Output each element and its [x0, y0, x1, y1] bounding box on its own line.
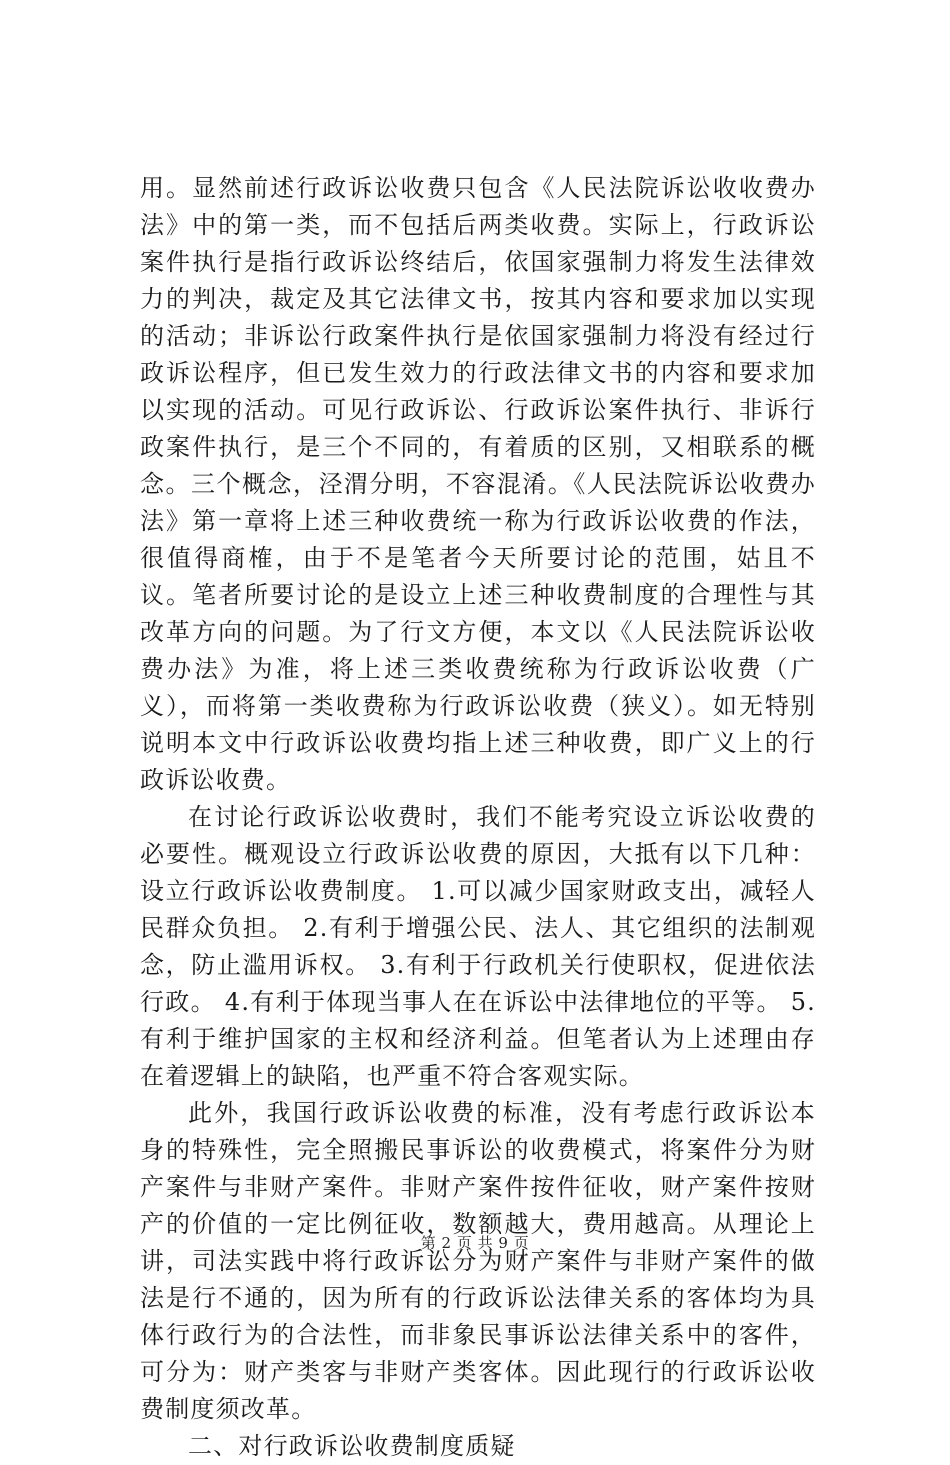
paragraph-continuation: 用。显然前述行政诉讼收费只包含《人民法院诉讼收收费办法》中的第一类，而不包括后两类收费。实际上，行政诉讼案件执行是指行政诉讼终结后，依国家强制力将发生法律效力的判决，裁定及其它法律文书，按其内容和要求加以实现的活动；非诉讼行政案件执行是依国家强制力将没有经过行政诉讼程序，但已发生效力的行政法律文书的内容和要求加以实现的活动。可见行政诉讼、行政诉讼案件执行、非诉行政案件执行，是三个不同的，有着质的区别，又相联系的概念。三个概念，泾渭分明，不容混淆。《人民法院诉讼收费办法》第一章将上述三种收费统一称为行政诉讼收费的作法，很值得商榷，由于不是笔者今天所要讨论的范围，姑且不议。笔者所要讨论的是设立上述三种收费制度的合理性与其改革方向的问题。为了行文方便，本文以《人民法院诉讼收费办法》为准，将上述三类收费统称为行政诉讼收费（广义），而将第一类收费称为行政诉讼收费（狭义）。如无特别说明本文中行政诉讼收费均指上述三种收费，即广义上的行政诉讼收费。 [140, 174, 816, 794]
page-footer [0, 1232, 950, 1253]
body-text [140, 170, 816, 1465]
paragraph-standard: 此外，我国行政诉讼收费的标准，没有考虑行政诉讼本身的特殊性，完全照搬民事诉讼的收费模式，将案件分为财产案件与非财产案件。非财产案件按件征收，财产案件按财产的价值的一定比例征收，数额越大，费用越高。从理论上讲，司法实践中将行政诉讼分为财产案件与非财产案件的做法是行不通的，因为所有的行政诉讼法律关系的客体均为具体行政行为的合法性，而非象民事诉讼法律关系中的客件，可分为：财产类客与非财产类客体。因此现行的行政诉讼收费制度须改革。 [140, 1099, 816, 1423]
section-heading: 二、对行政诉讼收费制度质疑 [188, 1432, 516, 1460]
page-number-label: 第 2 页 共 9 页 [420, 1234, 530, 1252]
paragraph-necessity: 在讨论行政诉讼收费时，我们不能考究设立诉讼收费的必要性。概观设立行政诉讼收费的原因，大抵有以下几种：设立行政诉讼收费制度。 1.可以减少国家财政支出，减轻人民群众负担。 2.有利于增强公民、法人、其它组织的法制观念，防止滥用诉权。 3.有利于行政机关行使职权，促进依法行政。 4.有利于体现当事人在在诉讼中法律地位的平等。 5.有利于维护国家的主权和经济利益。但笔者认为上述理由存在着逻辑上的缺陷，也严重不符合客观实际。 [140, 803, 816, 1090]
